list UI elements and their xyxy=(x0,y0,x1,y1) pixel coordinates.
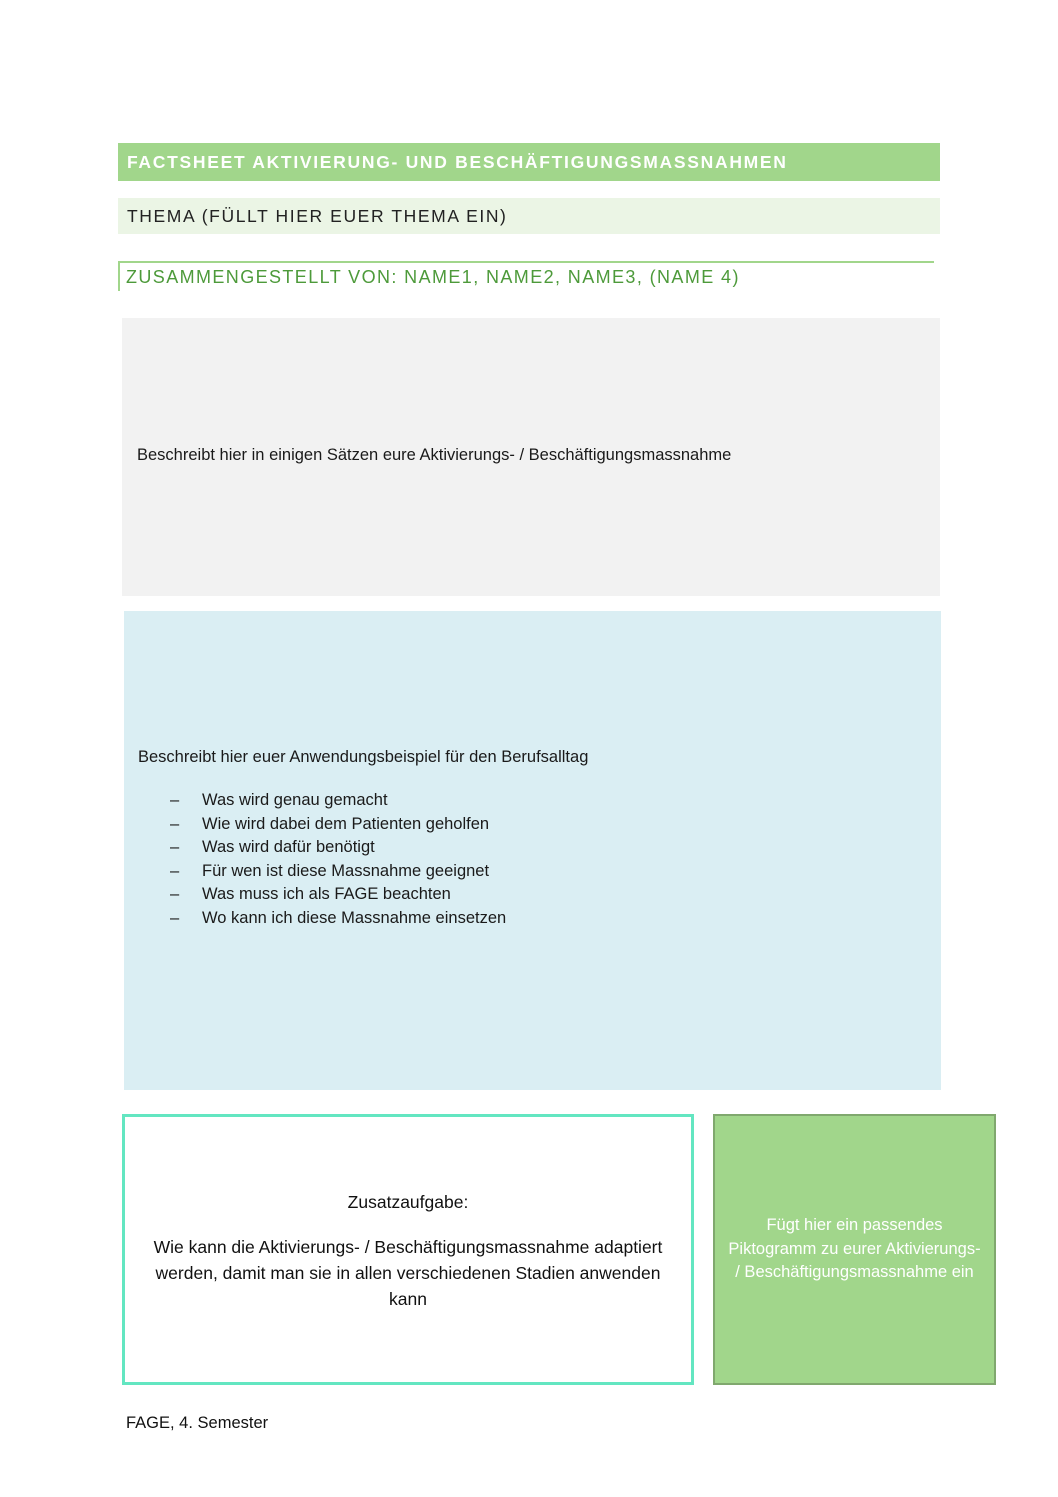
example-question-list xyxy=(170,789,506,931)
dash-bullet: – xyxy=(170,861,180,880)
dash-bullet: – xyxy=(170,908,180,927)
extra-task-box[interactable] xyxy=(122,1114,694,1385)
page-footer: FAGE, 4. Semester xyxy=(126,1414,269,1432)
list-item-text: Was wird genau gemacht xyxy=(202,791,388,809)
authors-text[interactable]: ZUSAMMENGESTELLT VON: NAME1, NAME2, NAME3, (NAME 4) xyxy=(126,267,740,287)
list-item xyxy=(170,860,506,884)
theme-placeholder[interactable]: THEMA (FÜLLT HIER EUER THEMA EIN) xyxy=(127,205,508,226)
extra-task-question: Wie kann die Aktivierungs- / Beschäftigungsmassnahme adaptiert werden, damit man sie in allen verschiedenen Stadien anwenden kann xyxy=(153,1237,663,1309)
list-item xyxy=(170,907,506,931)
pictogram-instruction: Fügt hier ein passendes Piktogramm zu eurer Aktivierungs- / Beschäftigungsmassnahme ein xyxy=(728,1216,981,1282)
list-item-text: Wo kann ich diese Massnahme einsetzen xyxy=(202,908,507,927)
title-banner xyxy=(118,143,940,181)
list-item-text: Was wird dafür benötigt xyxy=(202,838,375,857)
dash-bullet: – xyxy=(170,814,180,833)
list-item xyxy=(170,836,506,860)
list-item-text: Was muss ich als FAGE beachten xyxy=(202,885,451,904)
dash-bullet: – xyxy=(170,885,180,904)
dash-bullet: – xyxy=(170,838,180,857)
list-item xyxy=(170,883,506,907)
example-box[interactable] xyxy=(124,611,941,1090)
list-item-text: Wie wird dabei dem Patienten geholfen xyxy=(202,814,490,833)
list-item-text: Für wen ist diese Massnahme geeignet xyxy=(202,861,490,880)
description-box[interactable] xyxy=(122,318,940,596)
example-intro: Beschreibt hier euer Anwendungsbeispiel für den Berufsalltag xyxy=(138,748,589,766)
pictogram-placeholder-box[interactable] xyxy=(713,1114,996,1385)
list-item xyxy=(170,789,506,813)
extra-task-title: Zusatzaufgabe: xyxy=(347,1192,469,1212)
document-title: FACTSHEET AKTIVIERUNG- UND BESCHÄFTIGUNGSMASSNAHMEN xyxy=(127,151,788,172)
description-placeholder: Beschreibt hier in einigen Sätzen eure Aktivierungs- / Beschäftigungsmassnahme xyxy=(137,446,732,464)
list-item xyxy=(170,813,506,837)
dash-bullet: – xyxy=(170,791,180,809)
theme-banner[interactable] xyxy=(118,198,940,234)
authors-heading[interactable] xyxy=(118,261,934,291)
